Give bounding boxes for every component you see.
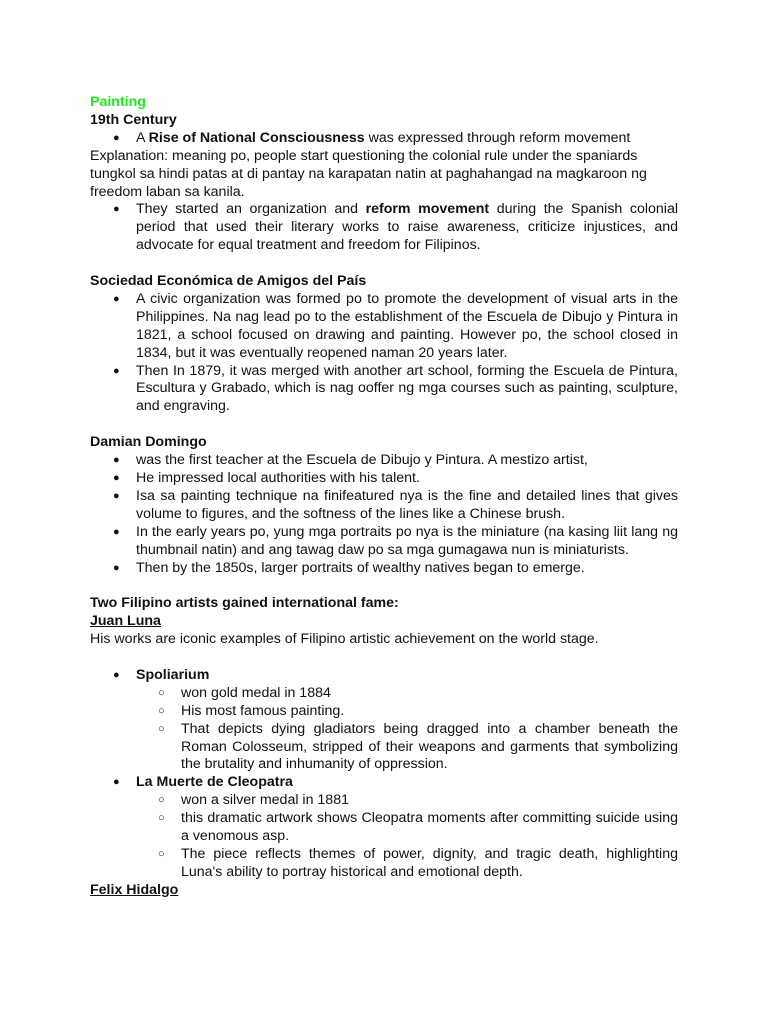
list-item: ● Then In 1879, it was merged with another art school, forming the Escuela de Pintura, Escultura y Grabado, which is nag ooffer ng mga courses such as painting, sculpture, and engraving. (90, 363, 678, 417)
list-item: ● In the early years po, yung mga portraits po nya is the miniature (na kasing liit lang ng thumbnail natin) and ang tawag daw po sa mga gumagawa nun is miniaturists. (90, 524, 678, 560)
work-note: ○ this dramatic artwork shows Cleopatra moments after committing suicide using a venomous asp. (90, 810, 678, 846)
sociedad-heading: Sociedad Económica de Amigos del País (90, 273, 367, 290)
list-item: ● Isa sa painting technique na finifeatured nya is the fine and detailed lines that gives volume to figures, and the softness of the lines like a Chinese brush. (90, 488, 678, 524)
work-title: ● Spoliarium (90, 667, 678, 685)
painting-heading: Painting (90, 94, 146, 110)
felix-hidalgo-heading: Felix Hidalgo (90, 881, 179, 898)
juan-luna-heading: Juan Luna (90, 613, 161, 630)
work-note: ○ His most famous painting. (90, 703, 678, 721)
damian-heading: Damian Domingo (90, 434, 207, 451)
damian-list (90, 452, 678, 577)
reform-list (90, 201, 678, 255)
century-heading: 19th Century (90, 111, 177, 128)
text-span: was expressed through reform movement (364, 129, 631, 146)
consciousness-list (90, 130, 678, 148)
text-span: They started an organization and (136, 201, 366, 218)
list-item: ● He impressed local authorities with his talent. (90, 470, 678, 488)
work-note: ○ That depicts dying gladiators being dragged into a chamber beneath the Roman Colosseum, stripped of their weapons and garments that symbolizing the brutality and inhumanity of oppression. (90, 721, 678, 775)
text-span: A (136, 129, 149, 146)
spacer (90, 649, 678, 667)
spacer (90, 577, 678, 595)
juan-luna-intro: His works are iconic examples of Filipino artistic achievement on the world stage. (90, 631, 599, 648)
list-item: ● was the first teacher at the Escuela de Dibujo y Pintura. A mestizo artist, (90, 452, 678, 470)
explanation-paragraph: Explanation: meaning po, people start questioning the colonial rule under the spaniards tungkol sa hindi patas at di pantay na karapatan natin at paghahangad na magkaroon ng freedom laban sa kanila. (90, 147, 647, 200)
list-item: ● Then by the 1850s, larger portraits of wealthy natives began to emerge. (90, 560, 678, 578)
work-title: ● La Muerte de Cleopatra (90, 774, 678, 792)
spacer (90, 416, 678, 434)
spacer (90, 255, 678, 273)
work-note: ○ won a silver medal in 1881 (90, 792, 678, 810)
work-note: ○ The piece reflects themes of power, dignity, and tragic death, highlighting Luna's ability to portray historical and emotional depth. (90, 846, 678, 882)
bold-term: Rise of National Consciousness (148, 129, 365, 146)
juan-luna-works (90, 667, 678, 882)
list-item (90, 130, 678, 148)
document-body (90, 94, 678, 900)
text-span: during the Spanish colonial period that used their literary works to raise awareness, criticize injustices, and advocate for equal treatment and freedom for Filipinos. (136, 201, 679, 254)
two-artists-heading: Two Filipino artists gained international fame: (90, 595, 399, 612)
list-item (90, 201, 678, 255)
sociedad-list (90, 291, 678, 416)
list-item: ● A civic organization was formed po to promote the development of visual arts in the Philippines. Na nag lead po to the establishment of the Escuela de Dibujo y Pintura in 1821, a school focused on drawing and painting. However po, the school closed in 1834, but it was eventually reopened naman 20 years later. (90, 291, 678, 363)
bold-term: reform movement (365, 201, 490, 218)
work-note: ○ won gold medal in 1884 (90, 685, 678, 703)
